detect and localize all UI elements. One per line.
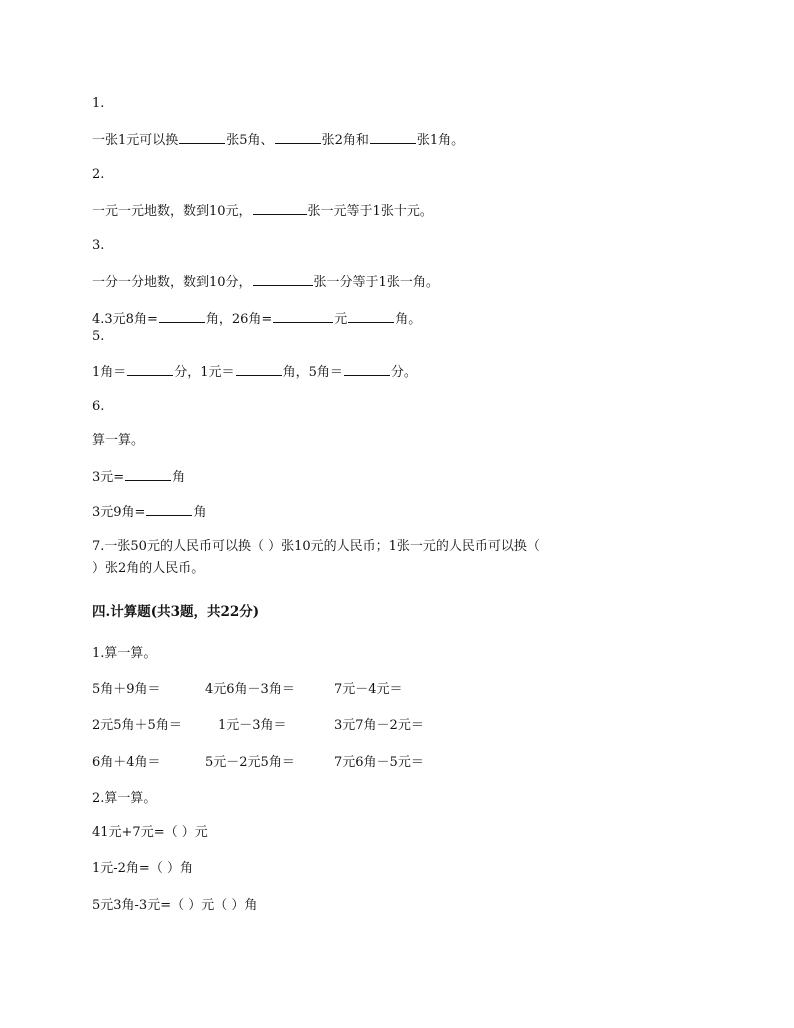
q5-part-1: 1角＝ [92, 365, 127, 380]
calc-1-item: 7元－4元＝ [334, 682, 403, 697]
answer-blank[interactable] [179, 131, 225, 144]
question-2-text [92, 202, 433, 220]
answer-blank[interactable] [127, 363, 173, 376]
q1-part-3: 张2角和 [321, 133, 369, 148]
q3-part-2: 张一分等于1张一角。 [313, 275, 439, 290]
calc-1-item: 2元5角＋5角＝ [92, 718, 182, 733]
calc-2-item: 1元-2角=（ ）角 [92, 861, 193, 876]
question-6-intro: 算一算。 [92, 433, 145, 448]
question-5-number: 5. [92, 329, 105, 344]
question-7-line-1: 7.一张50元的人民币可以换（ ）张10元的人民币；1张一元的人民币可以换（ [92, 539, 540, 554]
answer-blank[interactable] [159, 310, 205, 323]
calc-1-item: 1元－3角＝ [218, 718, 287, 733]
question-2-number: 2. [92, 167, 105, 182]
question-5-text [92, 363, 417, 381]
q5-part-4: 分。 [390, 365, 417, 380]
q6a-part-2: 角 [172, 470, 186, 485]
question-7-line-2: ）张2角的人民币。 [92, 561, 205, 576]
q2-part-1: 一元一元地数，数到10元， [92, 204, 252, 219]
answer-blank[interactable] [236, 363, 282, 376]
question-4-text [92, 310, 421, 328]
q3-part-1: 一分一分地数，数到10分， [92, 275, 252, 290]
q6a-part-1: 3元= [92, 470, 125, 485]
calc-1-item: 3元7角－2元＝ [334, 718, 424, 733]
q1-part-4: 张1角。 [416, 133, 465, 148]
calc-1-item: 5角＋9角＝ [92, 682, 161, 697]
question-6-item-a [92, 468, 185, 486]
q4-part-3: 元 [334, 312, 348, 327]
q4-part-1: 4.3元8角= [92, 312, 158, 327]
question-1-text [92, 131, 464, 149]
q5-part-3: 角，5角＝ [282, 365, 343, 380]
answer-blank[interactable] [146, 503, 192, 516]
calc-1-title: 1.算一算。 [92, 646, 157, 661]
calc-2-item: 5元3角-3元=（ ）元（ ）角 [92, 898, 258, 913]
calc-2-title: 2.算一算。 [92, 791, 157, 806]
answer-blank[interactable] [344, 363, 390, 376]
answer-blank[interactable] [348, 310, 394, 323]
answer-blank[interactable] [370, 131, 416, 144]
answer-blank[interactable] [125, 468, 171, 481]
question-6-number: 6. [92, 399, 105, 414]
q1-part-1: 一张1元可以换 [92, 133, 179, 148]
section-4-heading: 四.计算题(共3题，共22分) [92, 604, 260, 620]
question-3-text [92, 273, 439, 291]
q6b-part-1: 3元9角= [92, 505, 146, 520]
question-6-item-b [92, 503, 206, 521]
q6b-part-2: 角 [193, 505, 207, 520]
question-3-number: 3. [92, 238, 105, 253]
calc-2-item: 41元+7元=（ ）元 [92, 825, 208, 840]
q2-part-2: 张一元等于1张十元。 [307, 204, 433, 219]
q4-part-4: 角。 [395, 312, 422, 327]
calc-1-item: 7元6角－5元＝ [334, 755, 424, 770]
calc-1-item: 4元6角－3角＝ [205, 682, 295, 697]
answer-blank[interactable] [253, 273, 313, 286]
answer-blank[interactable] [275, 131, 321, 144]
q1-part-2: 张5角、 [226, 133, 274, 148]
answer-blank[interactable] [253, 202, 307, 215]
answer-blank[interactable] [273, 310, 333, 323]
calc-1-item: 6角＋4角＝ [92, 755, 161, 770]
q4-part-2: 角，26角= [205, 312, 273, 327]
question-1-number: 1. [92, 96, 105, 111]
q5-part-2: 分，1元＝ [174, 365, 235, 380]
calc-1-item: 5元－2元5角＝ [205, 755, 295, 770]
